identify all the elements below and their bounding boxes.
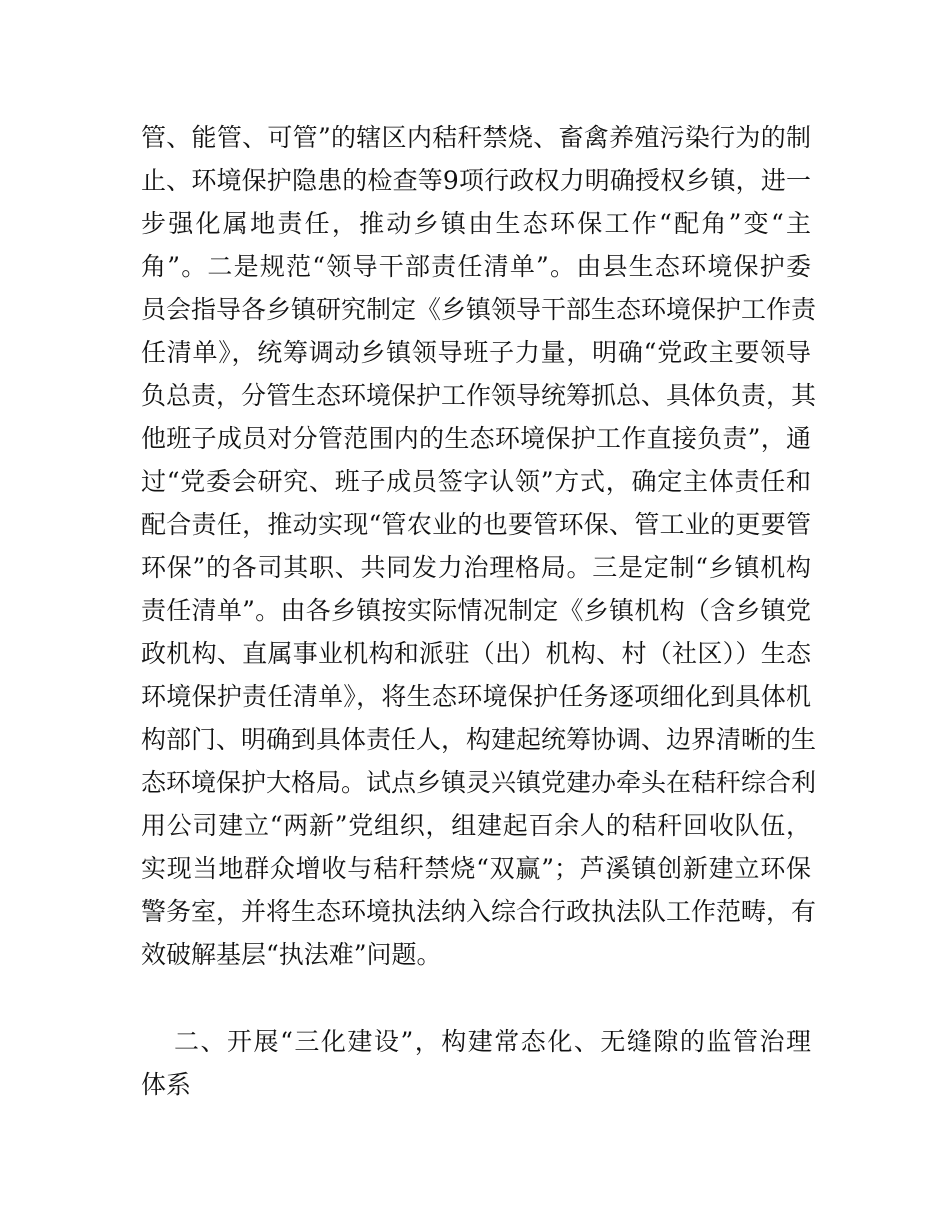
section-heading-line: 体系 xyxy=(141,1070,192,1099)
paragraph-line: 管、能管、可管”的辖区内秸秆禁烧、畜禽养殖污染行为的制 xyxy=(141,123,811,152)
paragraph-line: 员会指导各乡镇研究制定《乡镇领导干部生态环境保护工作责 xyxy=(141,295,817,324)
paragraph-line: 他班子成员对分管范围内的生态环境保护工作直接负责”，通 xyxy=(141,424,811,453)
paragraph-line: 任清单》，统筹调动乡镇领导班子力量，明确“党政主要领导 xyxy=(141,338,811,367)
paragraph-line: 过“党委会研究、班子成员签字认领”方式，确定主体责任和 xyxy=(141,467,811,496)
paragraph-line: 角”。二是规范“领导干部责任清单”。由县生态环境保护委 xyxy=(141,252,811,281)
paragraph-line: 止、环境保护隐患的检查等9项行政权力明确授权乡镇，进一 xyxy=(141,166,811,195)
paragraph-line: 效破解基层“执法难”问题。 xyxy=(141,940,442,969)
paragraph-line: 警务室，并将生态环境执法纳入综合行政执法队工作范畴，有 xyxy=(141,897,817,926)
paragraph-line: 用公司建立“两新”党组织，组建起百余人的秸秆回收队伍， xyxy=(141,811,811,840)
paragraph-line: 政机构、直属事业机构和派驻（出）机构、村（社区））生态 xyxy=(141,639,811,668)
section-heading-line: 二、开展“三化建设”，构建常态化、无缝隙的监管治理 xyxy=(174,1027,811,1056)
paragraph-line: 责任清单”。由各乡镇按实际情况制定《乡镇机构（含乡镇党 xyxy=(141,596,811,625)
paragraph-line: 负总责，分管生态环境保护工作领导统筹抓总、具体负责，其 xyxy=(141,381,817,410)
paragraph-line: 步强化属地责任，推动乡镇由生态环保工作“配角”变“主 xyxy=(141,209,811,238)
paragraph-line: 环境保护责任清单》，将生态环境保护任务逐项细化到具体机 xyxy=(141,682,811,711)
paragraph-line: 构部门、明确到具体责任人，构建起统筹协调、边界清晰的生 xyxy=(141,725,817,754)
paragraph-line: 环保”的各司其职、共同发力治理格局。三是定制“乡镇机构 xyxy=(141,553,811,582)
paragraph-line: 态环境保护大格局。试点乡镇灵兴镇党建办牵头在秸秆综合利 xyxy=(141,768,817,797)
paragraph-line: 实现当地群众增收与秸秆禁烧“双赢”；芦溪镇创新建立环保 xyxy=(141,854,811,883)
paragraph-line: 配合责任，推动实现“管农业的也要管环保、管工业的更要管 xyxy=(141,510,811,539)
